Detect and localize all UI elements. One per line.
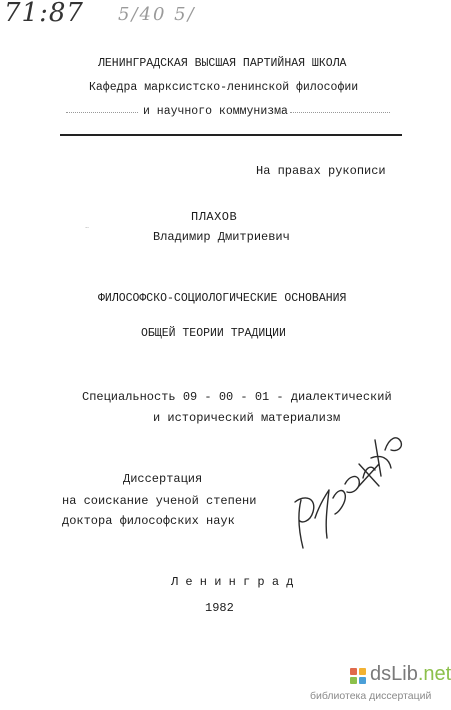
author-given-name: Владимир Дмитриевич: [153, 230, 290, 244]
department-line-1: Кафедра марксистско-ленинской философии: [89, 81, 359, 94]
dissertation-title-line-1: ФИЛОСОФСКО-СОЦИОЛОГИЧЕСКИЕ ОСНОВАНИЯ: [98, 292, 347, 305]
institution-name: ЛЕНИНГРАДСКАЯ ВЫСШАЯ ПАРТИЙНАЯ ШКОЛА: [98, 57, 347, 70]
header-divider: [60, 134, 402, 136]
watermark-brand: dsLib: [370, 663, 418, 685]
work-type-line-3: доктора философских наук: [62, 514, 235, 528]
watermark-square-yellow: [359, 668, 366, 675]
work-type-line-2: на соискание ученой степени: [62, 494, 257, 508]
work-type-line-1: Диссертация: [123, 472, 203, 486]
year: 1982: [205, 601, 234, 615]
city: Л е н и н г р а д: [171, 575, 294, 589]
faint-dotted-line-left: [66, 112, 138, 113]
watermark-square-blue: [359, 677, 366, 684]
watermark-tld: .net: [417, 663, 451, 685]
specialty-line-2: и исторический материализм: [153, 411, 341, 425]
watermark-square-red: [350, 668, 357, 675]
watermark-logo: [350, 662, 450, 710]
faint-dotted-line-right: [290, 112, 390, 113]
department-line-2: и научного коммунизма: [143, 105, 288, 118]
author-surname: ПЛАХОВ: [191, 210, 238, 224]
watermark-square-green: [350, 677, 357, 684]
watermark-subtitle: библиотека диссертаций: [310, 690, 432, 702]
corner-handwritten-number: 71:87: [4, 0, 84, 28]
rights-note: На правах рукописи: [256, 164, 386, 178]
corner-handwritten-scribble: 5/40 5/: [118, 4, 196, 25]
signature-text: Плахов: [85, 228, 89, 229]
dissertation-title-line-2: ОБЩЕЙ ТЕОРИИ ТРАДИЦИИ: [141, 327, 286, 340]
specialty-line-1: Специальность 09 - 00 - 01 - диалектический: [82, 390, 392, 404]
